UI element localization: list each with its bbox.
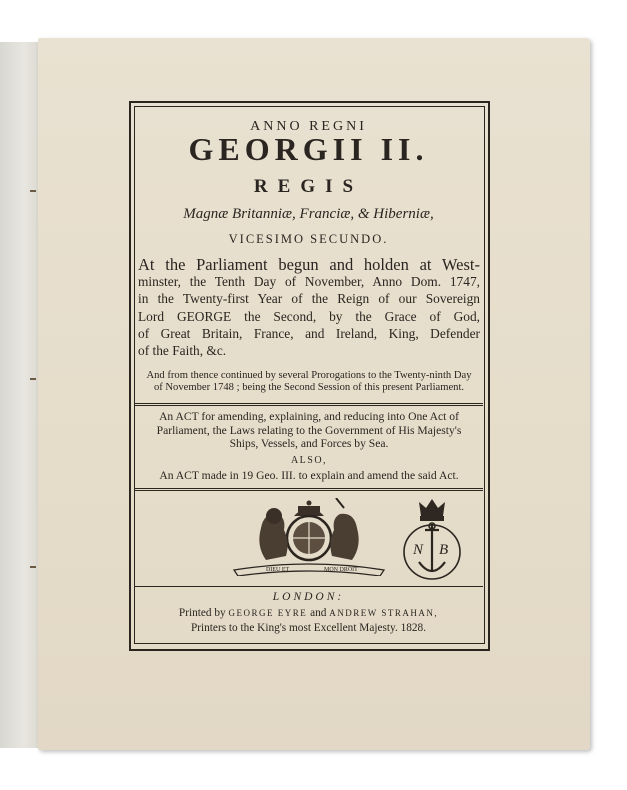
navy-board-anchor-emblem [401, 496, 463, 584]
act-title-line: Ships, Vessels, and Forces by Sea. [229, 437, 389, 450]
parliament-line: in the Twenty-first Year of the Reign of our Sovereign [138, 291, 480, 307]
motto-right: MON DROIT [324, 567, 358, 573]
regis-heading: REGIS [253, 176, 364, 197]
parliament-line: At the Parliament begun and holden at West- [138, 255, 480, 274]
crown-icon [419, 499, 445, 516]
anno-regni-heading: ANNO REGNI [250, 119, 367, 134]
binding-stitch [30, 190, 36, 192]
and-word: and [310, 607, 327, 619]
continuation-paragraph [138, 370, 480, 394]
motto-scroll [234, 564, 384, 576]
section-rule [134, 405, 483, 406]
section-rule [134, 488, 483, 489]
act-title-line: Parliament, the Laws relating to the Government of His Majesty's [156, 423, 462, 437]
initial-right: B [439, 542, 449, 558]
act-title [138, 410, 480, 451]
section-rule [134, 490, 483, 491]
printer-name: GEORGE EYRE [228, 608, 308, 618]
printer-name: ANDREW STRAHAN, [329, 608, 439, 618]
binding-stitch [30, 566, 36, 568]
motto-left: DIEU ET [266, 567, 290, 573]
printers-to-king: Printers to the King's most Excellent Majesty. [190, 622, 398, 634]
unicorn-icon [330, 514, 358, 560]
section-rule [134, 403, 483, 404]
binding-stitch [30, 378, 36, 380]
monarch-name: GEORGII II. [188, 131, 429, 167]
parliament-line: Lord GEORGE the Second, by the Grace of God, [138, 308, 480, 324]
also-heading: ALSO, [290, 455, 328, 466]
realms-line: Magnæ Britanniæ, Franciæ, & Hiberniæ, [183, 206, 434, 222]
parliament-paragraph [138, 256, 480, 359]
initial-left: N [413, 542, 424, 558]
act-title-line: An ACT for amending, explaining, and reducing into One Act of [159, 410, 459, 423]
regnal-year: VICESIMO SECUNDO. [228, 232, 389, 246]
imprint-line [134, 622, 483, 634]
continuation-line: And from thence continued by several Prorogations to the Twenty-ninth Day [146, 370, 472, 381]
parliament-line: of the Faith, &c. [138, 343, 227, 359]
printed-by-prefix: Printed by [178, 607, 226, 619]
imprint-year: 1828. [400, 622, 427, 634]
section-rule [134, 586, 483, 587]
imprint-printers [134, 607, 483, 619]
parliament-line: of Great Britain, France, and Ireland, King, Defender [138, 325, 480, 341]
second-act-title: An ACT made in 19 Geo. III. to explain and amend the said Act. [159, 469, 459, 482]
royal-coat-of-arms [228, 498, 390, 576]
continuation-line: of November 1748 ; being the Second Session of this present Parliament. [153, 382, 465, 393]
parliament-line: minster, the Tenth Day of November, Anno Dom. 1747, [138, 274, 480, 290]
imprint-city: LONDON: [272, 591, 345, 603]
